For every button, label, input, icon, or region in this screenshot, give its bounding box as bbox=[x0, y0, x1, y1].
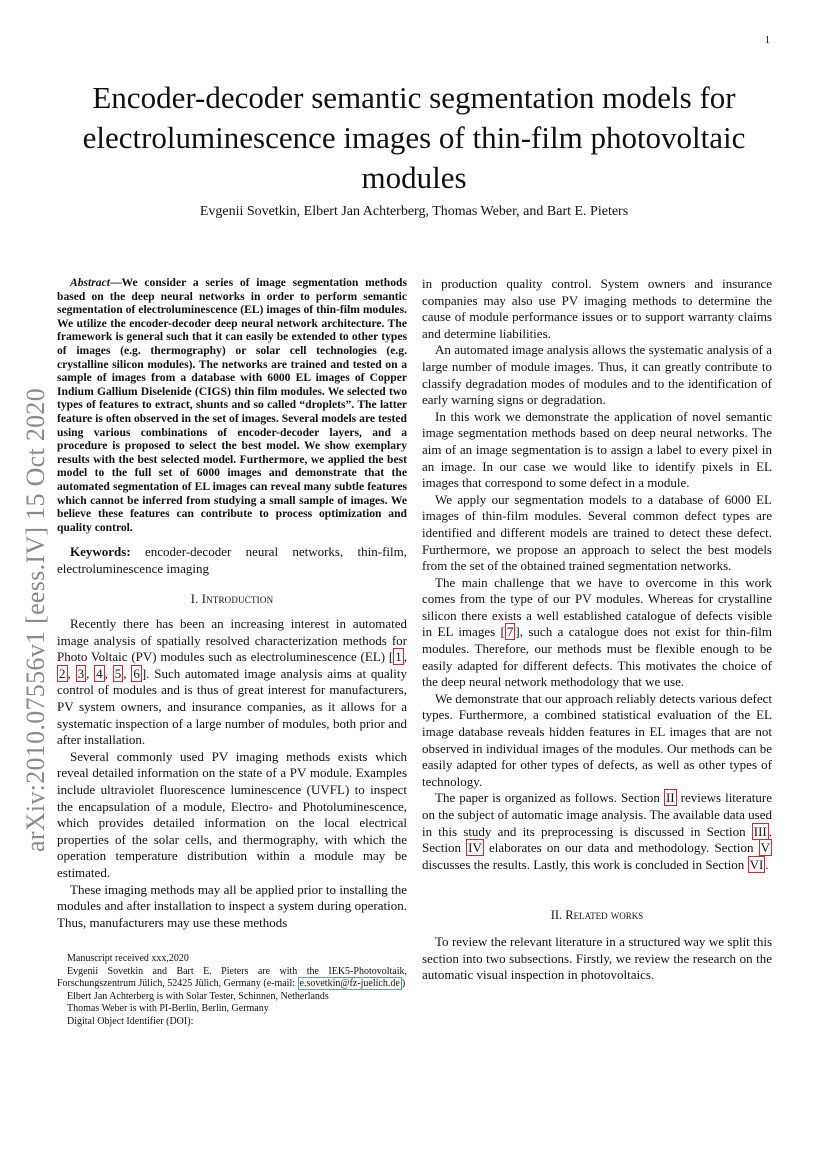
body-paragraph: in production quality control. System owners and insurance companies may also use PV imaging methods to determine the cause of module performance issues or to support warranty claims and determine liabilities. bbox=[422, 276, 772, 341]
body-text: . Section bbox=[422, 823, 772, 856]
footnote: Thomas Weber is with PI-Berlin, Berlin, Germany bbox=[67, 1003, 269, 1014]
body-paragraph: We apply our segmentation models to a database of 6000 EL images of thin-film modules. Several common defect types are identified and different models are trained to detect these defect. Furthermore, we propose an approach to select the best models from the set of the obtained trained segmentation networks. bbox=[422, 491, 772, 574]
intro-paragraph-3: These imaging methods may all be applied prior to installing the modules and after installation to inspect a system during operation. Thus, manufacturers may use these methods bbox=[57, 881, 407, 930]
section-heading-introduction bbox=[57, 591, 407, 608]
footnote-text: Evgenii Sovetkin and Bart E. Pieters are with the IEK5-Photovoltaik, Forschungszentrum Jülich, 52425 Jülich, Germany (e-mail: bbox=[57, 965, 407, 989]
intro-paragraph-2: Several commonly used PV imaging methods exists which reveal detailed information on the state of a PV module. Examples include ultraviolet fluorescence luminescence (UVFL) to inspect the encapsulation of a module, Electro- and Photoluminescence, which provides detailed information on the local electrical properties of the solar cells, and thermography, with which the operation temperature distribution within a module may be estimated. bbox=[57, 748, 407, 880]
abstract bbox=[57, 276, 407, 534]
right-column bbox=[422, 276, 772, 984]
section-title: Introduction bbox=[201, 592, 274, 607]
citation-link[interactable]: 5 bbox=[114, 665, 122, 681]
page-number: 1 bbox=[764, 34, 770, 46]
keywords-text: encoder-decoder neural networks, thin-film, electroluminescence imaging bbox=[57, 544, 407, 576]
footnote bbox=[57, 966, 407, 991]
arxiv-stamp-text[interactable]: arXiv:2010.07556v1 [eess.IV] 15 Oct 2020 bbox=[21, 387, 50, 853]
section-title: Related works bbox=[565, 908, 644, 923]
body-text: . bbox=[765, 856, 769, 872]
body-paragraph bbox=[422, 790, 772, 873]
abstract-text: —We consider a series of image segmentation methods based on the deep neural networks in order to perform semantic segmentation of electroluminescence (EL) images of thin-film modules. We utilize the encoder-decoder deep neural network architecture. The framework is general such that it can easily be extended to other types of images (e.g. thermography) or solar cell technologies (e.g. crystalline silicon modules). The networks are trained and tested on a sample of images from a database with 6000 EL images of Copper Indium Gallium Diselenide (CIGS) thin film modules. We selected two types of features to extract, shunts and so called “droplets”. The latter feature is often observed in the set of images. Several models are tested using various combinations of encoder-decoder layers, and a procedure is proposed to select the best model. We show exemplary results with the best selected model. Furthermore, we applied the best model to the full set of 6000 images and demonstrate that the automated segmentation of EL images can reveal many subtle features which cannot be inferred from studying a small sample of images. We believe these features can contribute to process optimization and quality control. bbox=[57, 276, 407, 534]
citation-link[interactable]: 2 bbox=[59, 665, 66, 681]
body-text: elaborates on our data and methodology. Section bbox=[483, 840, 759, 856]
body-text: The main challenge that we have to overcome in this work comes from the type of our PV modules. Whereas for crystalline silicon there exists a well established catalogue of defects visible in EL images [ bbox=[422, 574, 772, 640]
body-text: ], such a catalogue does not exist for thin-film modules. Therefore, our methods must be flexible enough to be easily adapted for different defects. This motivates the choice of the deep neural network methodology that we use. bbox=[422, 624, 772, 690]
footnote-text: ) bbox=[401, 978, 406, 989]
citation-link[interactable]: 3 bbox=[77, 665, 85, 681]
footnote: Manuscript received xxx,2020 bbox=[67, 953, 189, 964]
section-ref-link[interactable]: V bbox=[760, 840, 770, 856]
intro-text: Recently there has been an increasing interest in automated image analysis of spatially resolved characterization methods for Photo Voltaic (PV) modules such as electroluminescence (EL) [ bbox=[57, 616, 407, 665]
section-number: I. bbox=[190, 592, 202, 607]
intro-text: ]. Such automated image analysis aims at quality control of modules and is thus of great interest for manufacturers, PV system owners, and insurance companies, as it allows for a systematic inspection of a large number of modules, both prior and after installation. bbox=[57, 665, 407, 748]
email-link[interactable]: e.sovetkin@fz-juelich.de bbox=[299, 978, 400, 989]
arxiv-stamp bbox=[18, 365, 54, 875]
citation-link[interactable]: 1 bbox=[395, 649, 402, 665]
body-paragraph: An automated image analysis allows the systematic analysis of a large number of module images. Thus, it can greatly contribute to classify degradation modes of modules and to the identification of early warning signs or degradation. bbox=[422, 342, 772, 408]
body-text: discusses the results. Lastly, this work is concluded in Section bbox=[422, 856, 748, 872]
footnote: Digital Object Identifier (DOI): bbox=[67, 1015, 194, 1027]
body-text: The paper is organized as follows. Section bbox=[435, 790, 664, 806]
related-paragraph-1: To review the relevant literature in a structured way we split this section into two subsections. Firstly, we review the research on the automatic visual inspection in photovoltaics. bbox=[422, 933, 772, 983]
intro-paragraph-1: Recently there has been an increasing interest in automated image analysis of spatially resolved characterization methods for Photo Voltaic (PV) modules such as electroluminescence (EL) [ 1 , 2 , 3 , 4 , 5 , 6 ]. Such automated image analysis aims at quality control of modules and is thus of great interest for manufacturers, PV system owners, and insurance companies, as it allows for a systematic inspection of a large number of modules, both prior and after installation. bbox=[57, 616, 407, 748]
section-heading-related-works bbox=[422, 907, 772, 924]
footnotes bbox=[57, 953, 407, 1028]
section-ref-link[interactable]: IV bbox=[468, 840, 482, 856]
keywords-label: Keywords: bbox=[70, 544, 131, 560]
citation-link[interactable]: 6 bbox=[133, 665, 140, 681]
section-ref-link[interactable]: VI bbox=[749, 856, 764, 872]
section-ref-link[interactable]: III bbox=[753, 823, 767, 839]
section-ref-link[interactable]: II bbox=[665, 790, 675, 806]
author-list: Evgenii Sovetkin, Elbert Jan Achterberg, Thomas Weber, and Bart E. Pieters bbox=[199, 204, 629, 219]
body-paragraph: We demonstrate that our approach reliably detects various defect types. Furthermore, a combined statistical evaluation of the EL image database reveals hidden features in EL images that are not observed in individual images of the modules. Our methods can be easily adapted for other types of defects, as well as other types of technology. bbox=[422, 690, 772, 789]
keywords bbox=[57, 544, 407, 577]
footnote: Elbert Jan Achterberg is with Solar Tester, Schinnen, Netherlands bbox=[67, 990, 329, 1002]
abstract-label: Abstract bbox=[70, 276, 110, 289]
body-paragraph bbox=[422, 575, 772, 691]
body-paragraph: In this work we demonstrate the application of novel semantic image segmentation methods based on deep neural networks. The aim of an image segmentation is to assign a label to every pixel in an image. In our case we would like to identify pixels in EL images that correspond to some defect in a module. bbox=[422, 408, 772, 491]
paper-title: Encoder-decoder semantic segmentation models for electroluminescence images of thin-film photovoltaic modules bbox=[82, 80, 746, 195]
citation-link[interactable]: 4 bbox=[96, 665, 103, 681]
left-column bbox=[57, 276, 407, 931]
citation-link[interactable]: 7 bbox=[506, 624, 514, 640]
section-number: II. bbox=[550, 908, 566, 923]
body-text: reviews literature on the subject of automatic image analysis. The available data used in this study and its preprocessing is discussed in Section bbox=[422, 790, 772, 839]
